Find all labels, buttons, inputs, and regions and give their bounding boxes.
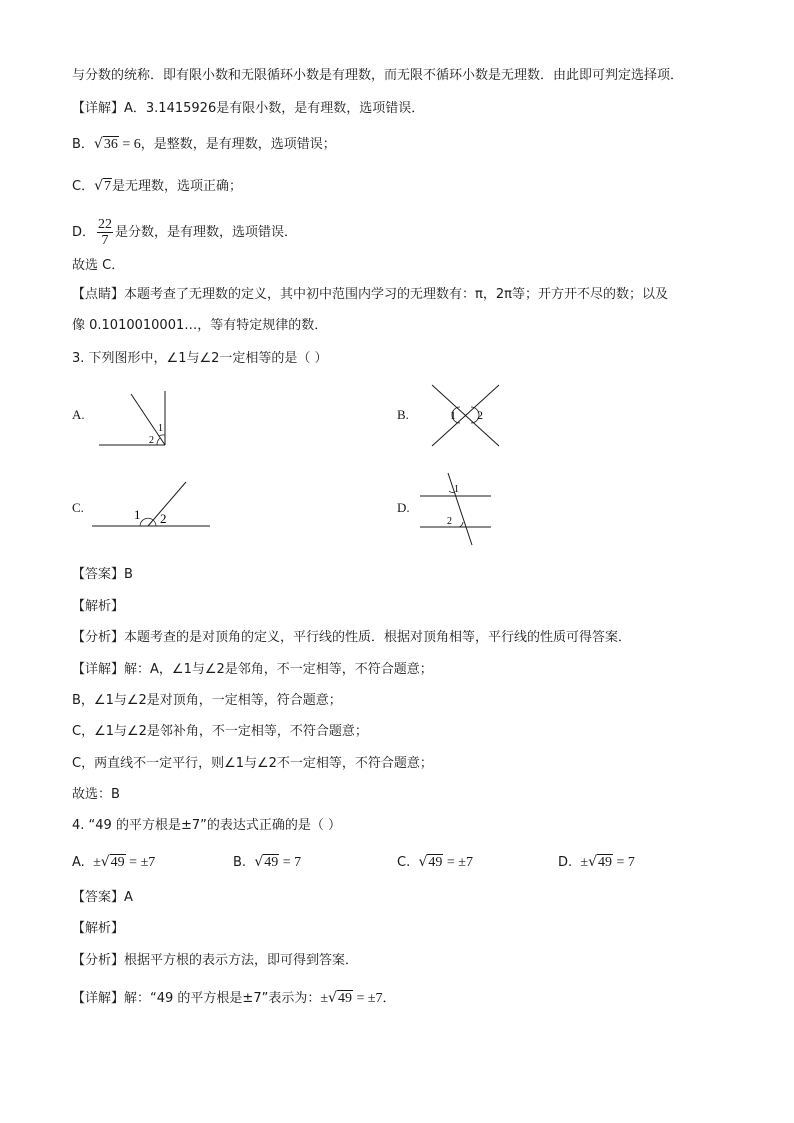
line-text: 是分数，是有理数，选项错误． — [115, 225, 298, 240]
q3-answer-line — [72, 565, 133, 585]
detail-text: A．3.1415926是有限小数，是有理数，选项错误． — [124, 101, 425, 116]
option-c-label: C. — [72, 500, 84, 515]
section-tag: 【详解】 — [72, 991, 125, 1006]
angle-label-1: 1 — [450, 408, 456, 422]
section-tag: 【分析】 — [72, 953, 125, 968]
radicand: 49 — [428, 855, 443, 870]
radicand: 49 — [337, 991, 352, 1006]
angle-label-1: 1 — [158, 423, 163, 434]
option-label: B． — [72, 137, 94, 152]
figure-line — [448, 473, 472, 545]
fenxi-text: 根据平方根的表示方法，即可得到答案． — [124, 953, 359, 968]
detail-text: 解：A，∠1与∠2是邻角，不一定相等，不符合题意； — [124, 662, 433, 677]
angle-label-2: 2 — [477, 408, 483, 422]
section-tag: 【点睛】 — [72, 287, 125, 302]
option-label: A. — [72, 855, 85, 870]
equation-rhs: = ±7 — [352, 991, 383, 1006]
plus-minus: ± — [320, 991, 329, 1006]
equation-rhs: = ±7 — [125, 855, 156, 870]
q4-detail-line — [72, 988, 396, 1009]
angle-label-1: 1 — [454, 484, 459, 495]
question-3-stem: 3. 下列图形中，∠1与∠2一定相等的是（ ） — [72, 351, 328, 366]
q3-detail-line-4: C，两直线不一定平行，则∠1与∠2不一定相等，不符合题意； — [72, 756, 433, 771]
line-text: 是无理数，选项正确； — [112, 179, 243, 194]
figure-option-c — [90, 478, 212, 532]
radicand: 7 — [104, 179, 111, 194]
figure-line — [131, 394, 165, 445]
q3-detail-line-3: C，∠1与∠2是邻补角，不一定相等，不符合题意； — [72, 724, 368, 739]
detail-text: 解：“49 的平方根是±7”表示为： — [124, 991, 321, 1006]
text-line-6: 故选 C． — [72, 258, 125, 273]
equation-rhs: = 7 — [279, 855, 302, 870]
text-line-3 — [72, 134, 336, 155]
q4-option-c — [397, 852, 473, 873]
question-4-stem: 4. “49 的平方根是±7”的表达式正确的是（ ） — [72, 818, 341, 833]
text-line-1: 与分数的统称．即有限小数和无限循环小数是有理数，而无限不循环小数是无理数．由此即可判定选择项． — [72, 68, 684, 83]
plus-minus: ± — [93, 855, 101, 870]
answer-value: A — [124, 890, 133, 905]
figure-option-a — [95, 388, 170, 450]
angle-arc — [153, 520, 156, 526]
q3-choose-line: 故选：B — [72, 787, 120, 802]
section-tag: 【详解】 — [72, 101, 125, 116]
fraction-denominator: 7 — [101, 233, 109, 248]
radical-sign: √ — [254, 854, 264, 870]
figure-line — [148, 482, 186, 526]
option-a-label: A. — [72, 407, 85, 422]
answer-tag: 【答案】 — [72, 890, 125, 905]
text-line-5 — [72, 216, 297, 250]
text-line-7 — [72, 285, 668, 305]
angle-arc — [157, 438, 160, 445]
radical-sign: √ — [94, 178, 103, 194]
option-b-label: B. — [397, 407, 409, 422]
answer-value: B — [124, 567, 133, 582]
angle-arc — [459, 522, 463, 527]
q3-fenxi-line — [72, 628, 631, 648]
option-label: C． — [72, 179, 95, 194]
text-line-4 — [72, 176, 242, 197]
plus-minus: ± — [580, 855, 589, 870]
option-label: B. — [233, 855, 247, 870]
angle-arc — [159, 435, 165, 436]
equation-rhs: = 7 — [613, 855, 635, 870]
radicand: 49 — [264, 855, 279, 870]
option-d-label: D. — [397, 500, 410, 515]
q4-analysis-title: 【解析】 — [72, 921, 125, 936]
q3-detail-line-2: B，∠1与∠2是对顶角，一定相等，符合题意； — [72, 693, 342, 708]
q4-option-a — [72, 852, 155, 873]
figure-option-b — [428, 382, 504, 450]
figure-option-d — [418, 470, 494, 548]
radical-sign: √ — [100, 854, 110, 870]
radical-sign: √ — [328, 990, 337, 1006]
answer-tag: 【答案】 — [72, 567, 125, 582]
angle-label-1: 1 — [134, 507, 141, 522]
q4-answer-line — [72, 888, 133, 908]
text-line-2 — [72, 99, 424, 119]
q3-analysis-title: 【解析】 — [72, 599, 125, 614]
text-line-8: 像 0.1010010001…，等有特定规律的数． — [72, 318, 328, 333]
angle-label-2: 2 — [447, 516, 452, 527]
fraction-numerator: 22 — [98, 217, 113, 232]
radicand: 49 — [598, 855, 613, 870]
section-tag: 【详解】 — [72, 662, 125, 677]
fenxi-text: 本题考查的是对顶角的定义，平行线的性质．根据对顶角相等，平行线的性质可得答案． — [124, 630, 632, 645]
radical-sign: √ — [418, 854, 428, 870]
q3-detail-line — [72, 660, 433, 680]
equation-rhs: = ±7 — [443, 855, 473, 870]
q4-option-b — [233, 852, 301, 873]
option-label: D. — [558, 855, 573, 870]
line-end: ． — [382, 991, 396, 1006]
radical-sign: √ — [588, 854, 598, 870]
q4-option-d — [558, 852, 635, 873]
fraction — [97, 217, 113, 248]
option-label: C. — [397, 855, 411, 870]
q4-fenxi-line — [72, 951, 358, 971]
option-label: D． — [72, 225, 96, 240]
angle-label-2: 2 — [160, 511, 167, 526]
section-tag: 【分析】 — [72, 630, 125, 645]
radical-sign: √ — [93, 136, 103, 152]
equation-rhs: = 6 — [118, 137, 141, 152]
line-text: 本题考查了无理数的定义，其中初中范围内学习的无理数有：π，2π等；开方开不尽的数；以及 — [124, 287, 668, 302]
radicand: 49 — [110, 855, 125, 870]
angle-label-2: 2 — [149, 435, 154, 446]
radicand: 36 — [103, 137, 118, 152]
line-text: ，是整数，是有理数，选项错误； — [140, 137, 336, 152]
